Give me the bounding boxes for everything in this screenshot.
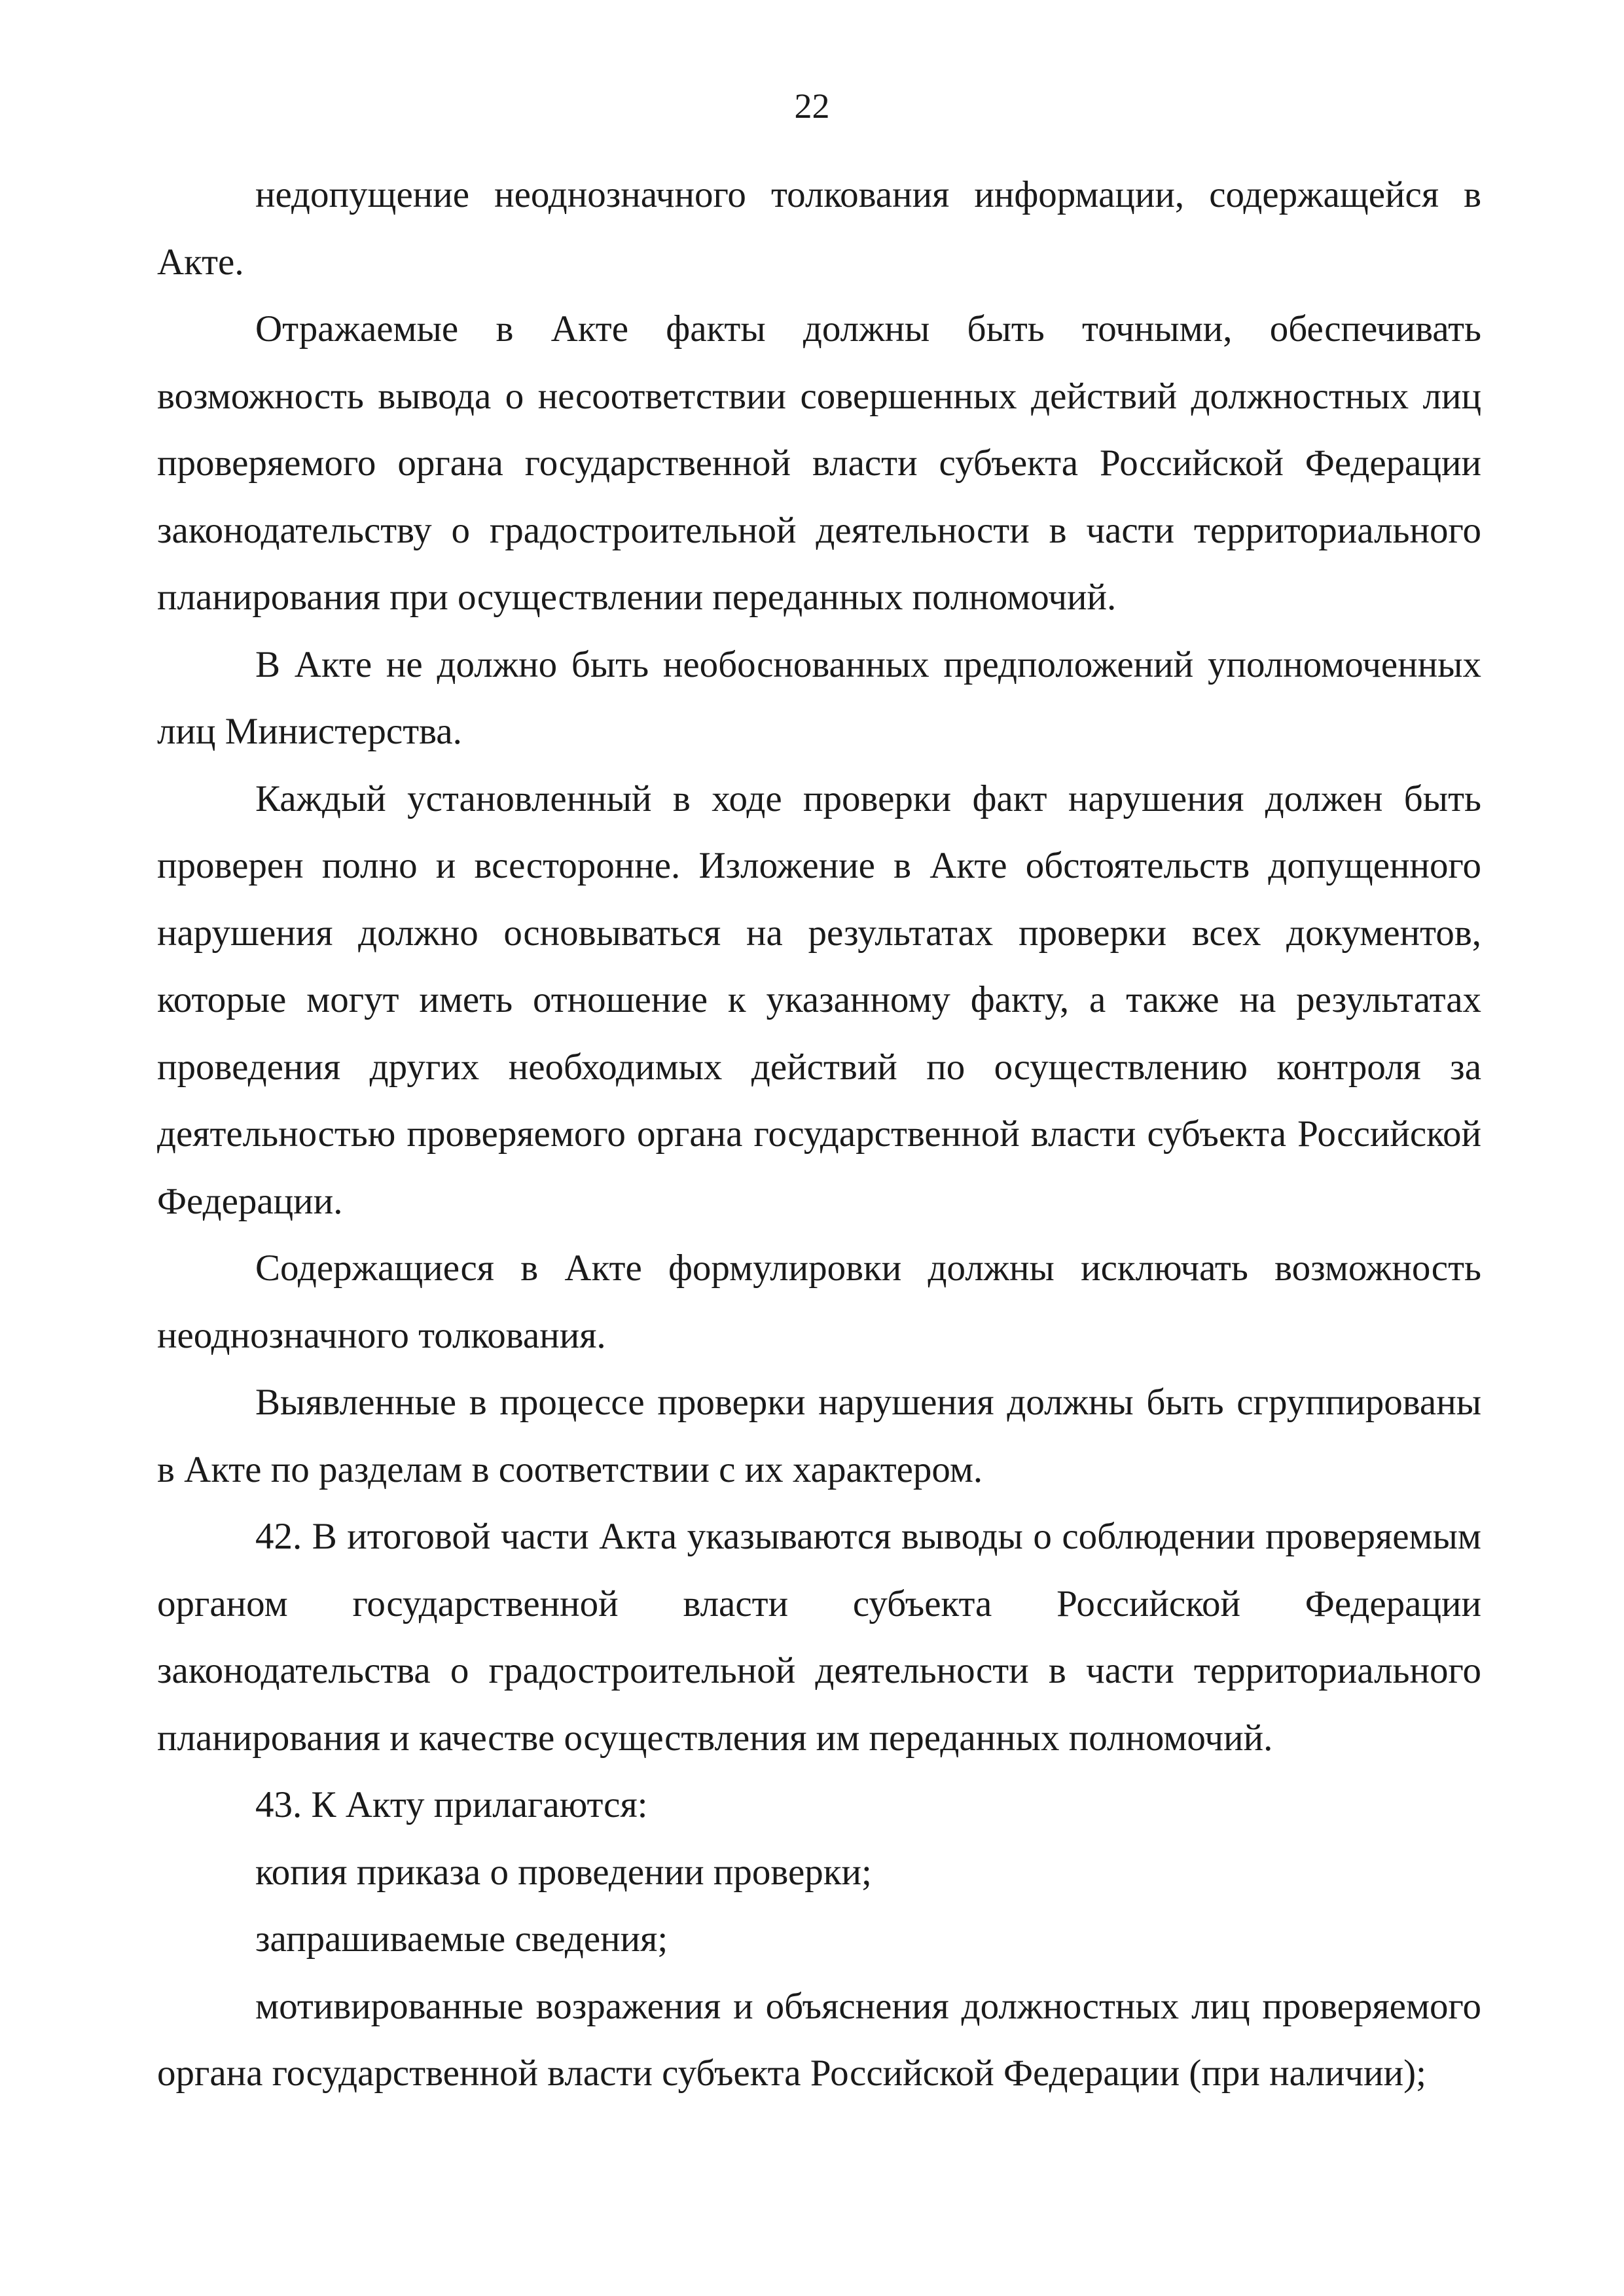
attachment-list-item: мотивированные возражения и объяснения должностных лиц проверяемого органа государственной власти субъекта Российской Федерации (при наличии);	[157, 1985, 1481, 2094]
paragraph: недопущение неоднозначного толкования информации, содержащейся в Акте.	[157, 174, 1481, 283]
paragraph-item-42: 42. В итоговой части Акта указываются выводы о соблюдении проверяемым органом государственной власти субъекта Российской Федерации законодательства о градостроительной деятельности в части территориального планирования и качестве осуществления им переданных полномочий.	[157, 1516, 1481, 1759]
attachment-list-item: запрашиваемые сведения;	[255, 1918, 668, 1960]
document-body	[157, 162, 1481, 2108]
paragraph: Отражаемые в Акте факты должны быть точными, обеспечивать возможность вывода о несоответствии совершенных действий должностных лиц проверяемого органа государственной власти субъекта Российской Федерации законодательству о градостроительной деятельности в части территориального планирования при осуществлении переданных полномочий.	[157, 308, 1481, 618]
attachment-list-item: копия приказа о проведении проверки;	[255, 1851, 872, 1893]
paragraph: Выявленные в процессе проверки нарушения должны быть сгруппированы в Акте по разделам в соответствии с их характером.	[157, 1382, 1481, 1490]
paragraph: Каждый установленный в ходе проверки факт нарушения должен быть проверен полно и всесторонне. Изложение в Акте обстоятельств допущенного нарушения должно основываться на результатах проверки всех документов, которые могут иметь отношение к указанному факту, а также на результатах проведения других необходимых действий по осуществлению контроля за деятельностью проверяемого органа государственной власти субъекта Российской Федерации.	[157, 778, 1481, 1222]
paragraph-item-43: 43. К Акту прилагаются:	[255, 1784, 648, 1825]
page-number: 22	[794, 86, 830, 126]
paragraph: В Акте не должно быть необоснованных предположений уполномоченных лиц Министерства.	[157, 643, 1481, 752]
paragraph: Содержащиеся в Акте формулировки должны исключать возможность неоднозначного толкования.	[157, 1247, 1481, 1356]
